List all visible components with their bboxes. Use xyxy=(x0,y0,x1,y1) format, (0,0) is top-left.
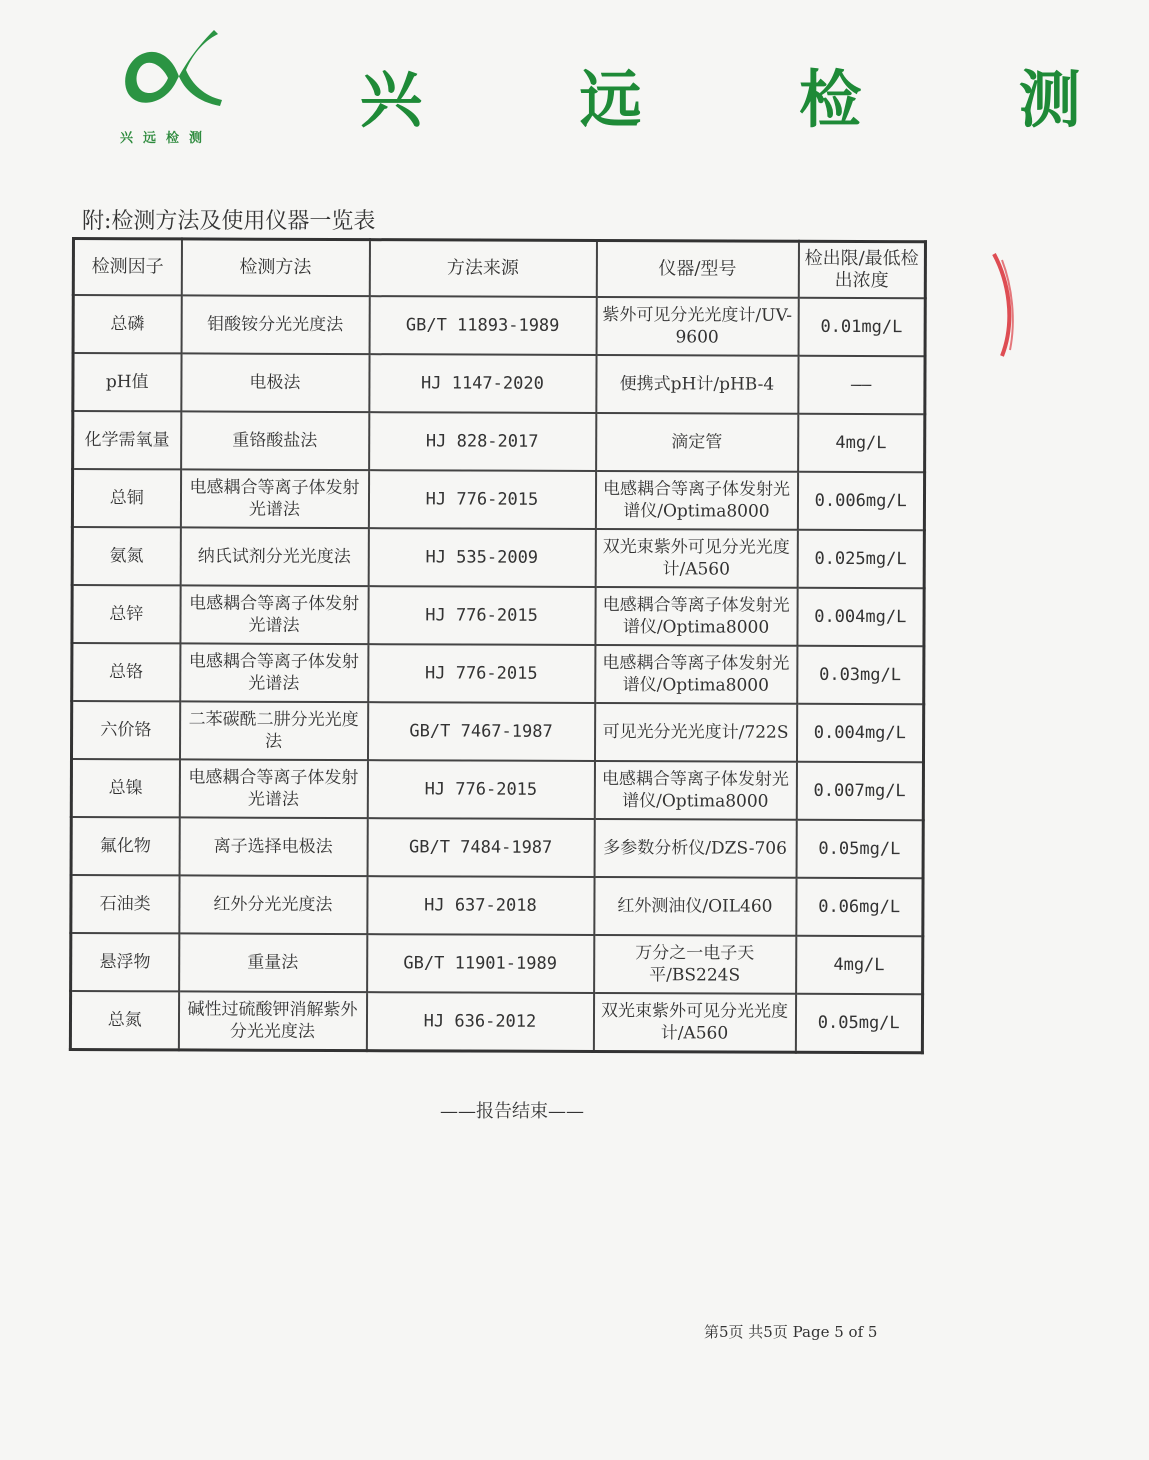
cell-source: GB/T 11893-1989 xyxy=(369,296,596,355)
cell-method: 离子选择电极法 xyxy=(179,817,367,876)
table-row xyxy=(71,933,923,994)
cell-limit: —— xyxy=(798,356,925,414)
cell-method: 重铬酸盐法 xyxy=(181,411,369,470)
cell-limit: 0.004mg/L xyxy=(796,704,923,762)
column-header: 仪器/型号 xyxy=(596,241,798,298)
cell-method: 碱性过硫酸钾消解紫外分光光度法 xyxy=(178,991,366,1050)
table-row xyxy=(73,295,925,356)
table-header-row xyxy=(73,239,925,299)
cell-source: HJ 1147-2020 xyxy=(369,354,596,413)
table-row xyxy=(72,469,924,530)
cell-source: GB/T 7467-1987 xyxy=(367,702,594,761)
cell-limit: 0.05mg/L xyxy=(796,820,923,878)
red-stamp-edge-icon xyxy=(990,250,1020,360)
cell-instrument: 电感耦合等离子体发射光谱仪/Optima8000 xyxy=(595,645,797,704)
cell-factor: 石油类 xyxy=(71,875,179,933)
logo-caption: 兴远检测 xyxy=(120,131,213,146)
cell-instrument: 双光束紫外可见分光光度计/A560 xyxy=(593,993,795,1052)
cell-factor: 悬浮物 xyxy=(71,933,179,991)
cell-instrument: 紫外可见分光光度计/UV-9600 xyxy=(596,297,798,356)
cell-method: 电感耦合等离子体发射光谱法 xyxy=(180,469,368,528)
cell-instrument: 多参数分析仪/DZS-706 xyxy=(594,819,796,878)
cell-factor: 总磷 xyxy=(73,295,181,353)
table-row xyxy=(71,875,923,936)
appendix-title: 附:检测方法及使用仪器一览表 xyxy=(82,209,376,234)
cell-limit: 0.05mg/L xyxy=(795,994,922,1053)
column-header: 检测因子 xyxy=(73,239,181,296)
cell-factor: 总镍 xyxy=(71,759,179,817)
table-row xyxy=(72,643,924,704)
cell-factor: 氨氮 xyxy=(72,527,180,585)
cell-method: 电感耦合等离子体发射光谱法 xyxy=(179,759,367,818)
cell-source: HJ 776-2015 xyxy=(367,760,594,819)
table-row xyxy=(71,759,923,820)
cell-source: GB/T 11901-1989 xyxy=(367,934,594,993)
cell-source: HJ 636-2012 xyxy=(366,992,593,1051)
cell-factor: 六价铬 xyxy=(71,701,179,759)
cell-limit: 0.006mg/L xyxy=(797,472,924,530)
cell-method: 电极法 xyxy=(181,353,369,412)
cell-source: HJ 776-2015 xyxy=(368,470,595,529)
cell-source: HJ 535-2009 xyxy=(368,528,595,587)
cell-source: HJ 828-2017 xyxy=(369,412,596,471)
cell-method: 红外分光光度法 xyxy=(179,875,367,934)
cell-limit: 0.03mg/L xyxy=(797,646,924,704)
cell-method: 电感耦合等离子体发射光谱法 xyxy=(180,643,368,702)
cell-source: HJ 637-2018 xyxy=(367,876,594,935)
methods-table xyxy=(69,237,927,1054)
cell-factor: 总氮 xyxy=(70,991,178,1050)
cell-instrument: 万分之一电子天平/BS224S xyxy=(594,935,796,994)
table-row xyxy=(71,817,923,878)
cell-factor: 化学需氧量 xyxy=(73,411,181,469)
table-row xyxy=(73,411,925,472)
cell-method: 钼酸铵分光光度法 xyxy=(181,295,369,354)
xingyuan-logo-icon xyxy=(118,26,228,116)
brand-title: 兴 远 检 测 xyxy=(360,63,1149,136)
cell-limit: 0.004mg/L xyxy=(797,588,924,646)
column-header: 检出限/最低检出浓度 xyxy=(798,241,925,298)
page-number: 第5页 共5页 Page 5 of 5 xyxy=(704,1323,878,1341)
cell-method: 电感耦合等离子体发射光谱法 xyxy=(180,585,368,644)
table-row xyxy=(70,991,922,1053)
cell-factor: 总铬 xyxy=(72,643,180,701)
cell-instrument: 双光束紫外可见分光光度计/A560 xyxy=(595,529,797,588)
cell-source: HJ 776-2015 xyxy=(368,644,595,703)
cell-factor: 总锌 xyxy=(72,585,180,643)
cell-limit: 0.01mg/L xyxy=(798,298,925,356)
cell-factor: pH值 xyxy=(73,353,181,411)
cell-source: HJ 776-2015 xyxy=(368,586,595,645)
cell-method: 纳氏试剂分光光度法 xyxy=(180,527,368,586)
cell-source: GB/T 7484-1987 xyxy=(367,818,594,877)
cell-limit: 4mg/L xyxy=(796,936,923,994)
table-row xyxy=(73,353,925,414)
cell-instrument: 电感耦合等离子体发射光谱仪/Optima8000 xyxy=(595,471,797,530)
cell-instrument: 滴定管 xyxy=(596,413,798,472)
table-body xyxy=(70,295,925,1053)
cell-method: 二苯碳酰二肼分光光度法 xyxy=(179,701,367,760)
cell-factor: 氟化物 xyxy=(71,817,179,875)
cell-instrument: 电感耦合等离子体发射光谱仪/Optima8000 xyxy=(594,761,796,820)
table-row xyxy=(71,701,923,762)
cell-method: 重量法 xyxy=(179,933,367,992)
cell-factor: 总铜 xyxy=(72,469,180,527)
cell-limit: 0.025mg/L xyxy=(797,530,924,588)
cell-instrument: 便携式pH计/pHB-4 xyxy=(596,355,798,414)
cell-instrument: 红外测油仪/OIL460 xyxy=(594,877,796,936)
column-header: 检测方法 xyxy=(181,239,369,296)
cell-instrument: 电感耦合等离子体发射光谱仪/Optima8000 xyxy=(595,587,797,646)
table-row xyxy=(72,527,924,588)
column-header: 方法来源 xyxy=(369,240,596,297)
cell-limit: 4mg/L xyxy=(798,414,925,472)
cell-limit: 0.007mg/L xyxy=(796,762,923,820)
report-end-marker: ——报告结束—— xyxy=(440,1101,584,1122)
table-row xyxy=(72,585,924,646)
cell-instrument: 可见光分光光度计/722S xyxy=(594,703,796,762)
cell-limit: 0.06mg/L xyxy=(796,878,923,936)
